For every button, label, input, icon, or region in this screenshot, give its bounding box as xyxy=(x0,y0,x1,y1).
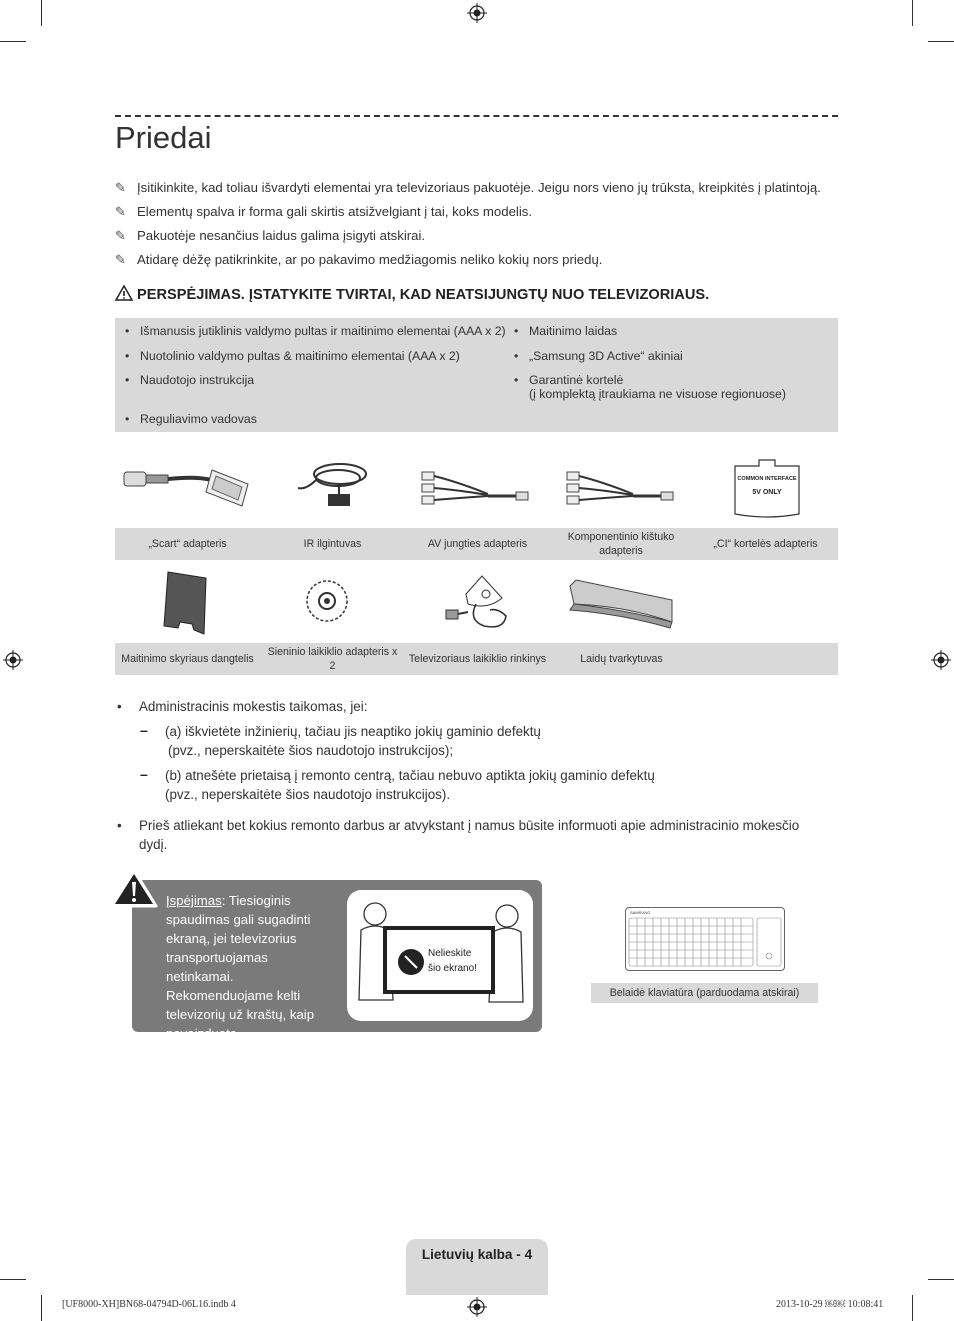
warning-triangle-icon xyxy=(115,285,133,301)
list-item: • Išmanusis jutiklinis valdymo pultas ir maitinimo elementai (AAA x 2) xyxy=(140,324,506,338)
scart-adapter-image xyxy=(120,462,254,512)
admin-case-a: (a) iškvietėte inžinierių, tačiau jis neaptiko jokių gaminio defektų xyxy=(165,724,541,739)
crop-mark xyxy=(41,0,42,26)
list-item: • Nuotolinio valdymo pultas & maitinimo elementai (AAA x 2) xyxy=(140,349,460,363)
list-item: • Naudotojo instrukcija xyxy=(140,373,254,387)
list-item: • Maitinimo laidas xyxy=(529,324,617,338)
admin-intro: • Administracinis mokestis taikomas, jei: xyxy=(117,699,368,714)
caption-ir-extender: IR ilgintuvas xyxy=(303,538,362,550)
caution-text xyxy=(166,891,336,1043)
registration-mark-icon xyxy=(467,3,487,23)
registration-mark-icon xyxy=(931,650,951,670)
av-adapter-image xyxy=(418,468,534,508)
crop-mark xyxy=(912,0,913,26)
admin-notice-text: Prieš atliekant bet kokius remonto darbus ar atvykstant į namus būsite informuoti apie administracinio mokesčio dydį. xyxy=(139,818,800,852)
caution-body: : Tiesioginis spaudimas gali sugadinti ekraną, jei televizorius transportuojamas netinkamai. Rekomenduojame kelti televizorių už kraštų, kaip pavaizduota. xyxy=(166,893,315,1041)
print-slug-right: 2013-10-29 ￼￼ 10:08:41 xyxy=(776,1299,884,1310)
list-item: • „Samsung 3D Active“ akiniai xyxy=(529,349,683,363)
note xyxy=(115,228,425,244)
list-item: • Reguliavimo vadovas xyxy=(140,412,257,426)
crop-mark xyxy=(928,41,954,42)
caption-scart-adapter: „Scart“ adapteris xyxy=(148,538,227,550)
caption-battery-cover: Maitinimo skyriaus dangtelis xyxy=(121,653,254,665)
wireless-keyboard-image xyxy=(625,907,785,971)
note xyxy=(115,204,532,220)
keyboard-brand: SAMSUNG xyxy=(630,910,651,915)
registration-mark-icon xyxy=(3,650,23,670)
component-adapter-image xyxy=(563,468,679,508)
page-number-label: Lietuvių kalba - 4 xyxy=(421,1247,533,1262)
note-text: Pakuotėje nesančius laidus galima įsigyti atskirai. xyxy=(137,228,426,243)
print-slug-left: [UF8000-XH]BN68-04794D-06L16.indb 4 xyxy=(62,1299,236,1310)
tv-holder-kit-image xyxy=(438,570,518,632)
admin-case-b-note: (pvz., neperskaitėte šios naudotojo instrukcijos). xyxy=(165,787,451,802)
pencil-icon: ✎ xyxy=(115,204,127,219)
admin-notice: • Prieš atliekant bet kokius remonto darbus ar atvykstant į namus būsite informuoti apie administracinio mokesčio dydį. xyxy=(117,818,800,852)
crop-mark xyxy=(928,1279,954,1280)
crop-mark xyxy=(912,1295,913,1321)
note-text: Atidarę dėžę patikrinkite, ar po pakavimo medžiagomis neliko kokių nors priedų. xyxy=(137,252,603,267)
battery-cover-image xyxy=(160,570,210,636)
ir-extender-image xyxy=(292,454,374,518)
title-divider xyxy=(115,115,838,117)
caption-av-adapter: AV jungties adapteris xyxy=(427,538,528,550)
caution-triangle-icon xyxy=(110,868,158,908)
crop-mark xyxy=(0,1279,26,1280)
pencil-icon: ✎ xyxy=(115,228,127,243)
crop-mark xyxy=(41,1295,42,1321)
sign-text: šio ekrano! xyxy=(428,963,477,974)
admin-intro-text: Administracinis mokestis taikomas, jei: xyxy=(139,699,368,714)
admin-case-a-note: (pvz., neperskaitėte šios naudotojo instrukcijos); xyxy=(168,743,454,758)
list-item-note: (į komplektą įtraukiama ne visuose regionuose) xyxy=(529,387,786,401)
caption-component-adapter: Komponentinio kištuko adapteris xyxy=(567,531,675,557)
caption-wall-mount-adapter: Sieninio laikiklio adapteris x 2 xyxy=(267,646,398,672)
dash-bullet: – xyxy=(140,722,148,738)
pencil-icon: ✎ xyxy=(115,180,127,195)
note-text: Įsitikinkite, kad toliau išvardyti elementai yra televizoriaus pakuotėje. Jeigu nors vieno jų trūksta, kreipkitės į platintoją. xyxy=(137,180,821,195)
caption-tv-holder-kit: Televizoriaus laikiklio rinkinys xyxy=(408,653,547,665)
registration-mark-icon xyxy=(467,1297,487,1317)
page-title: Priedai xyxy=(115,120,212,155)
ci-card-label: COMMON INTERFACE xyxy=(737,476,797,482)
crop-mark xyxy=(0,41,26,42)
wall-mount-adapter-image xyxy=(304,578,350,624)
caution-illustration xyxy=(347,890,533,1021)
pencil-icon: ✎ xyxy=(115,252,127,267)
ci-card-adapter-image xyxy=(733,458,801,520)
caption-cable-manager: Laidų tvarkytuvas xyxy=(580,653,663,665)
list-item: • Garantinė kortelė xyxy=(529,373,623,387)
note-text: Elementų spalva ir forma gali skirtis atsižvelgiant į tai, koks modelis. xyxy=(137,204,533,219)
caption-keyboard: Belaidė klaviatūra (parduodama atskirai) xyxy=(609,987,800,999)
caution-label: Įspėjimas xyxy=(166,893,222,908)
note xyxy=(115,252,602,268)
ci-card-label: 5V ONLY xyxy=(752,489,782,496)
note xyxy=(115,180,821,196)
cable-manager-image xyxy=(566,576,676,630)
dash-bullet: – xyxy=(140,766,148,782)
sign-text: Nelieskite xyxy=(428,948,472,959)
warning-heading xyxy=(115,285,709,303)
admin-case-b: (b) atnešėte prietaisą į remonto centrą, tačiau nebuvo aptikta jokių gaminio defektų xyxy=(165,768,655,783)
warning-text: PERSPĖJIMAS. ĮSTATYKITE TVIRTAI, KAD NEATSIJUNGTŲ NUO TELEVIZORIAUS. xyxy=(137,287,710,303)
caption-ci-card-adapter: „CI“ kortelės adapteris xyxy=(713,538,818,550)
